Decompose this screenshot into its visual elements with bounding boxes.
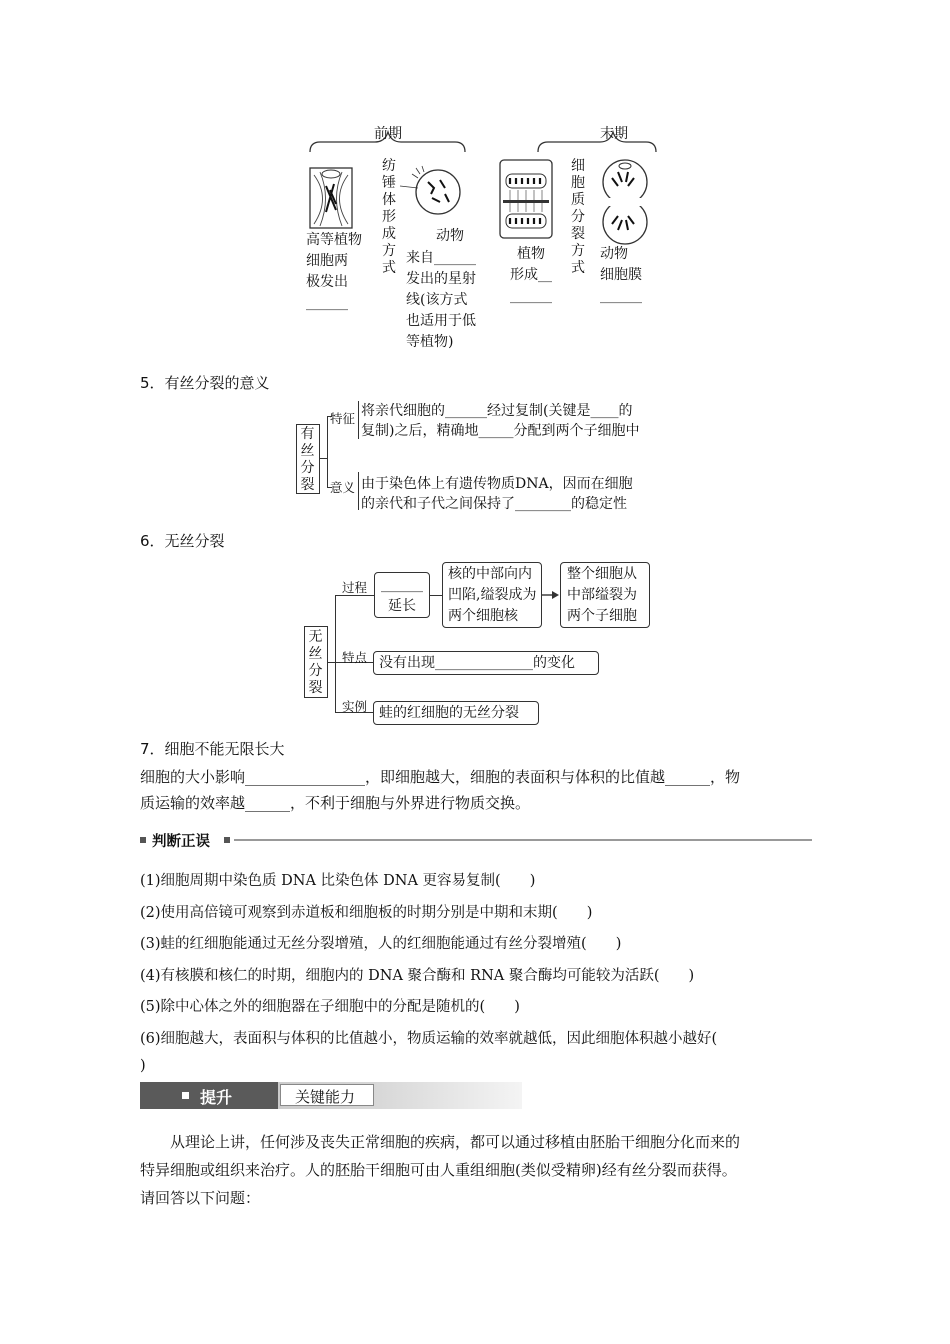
process-step3: 整个细胞从 中部缢裂为 两个子细胞 <box>560 562 650 628</box>
animal-prophase-text: 来自______ 发出的星射 线(该方式 也适用于低 等植物) <box>406 250 476 350</box>
feature-label: 特征 <box>330 411 356 426</box>
feature-text: 将亲代细胞的______经过复制(关键是____的 复制)之后，精确地_____分配到两个子细胞中 <box>361 403 640 439</box>
animal-cell-telophase <box>603 160 647 204</box>
judge-item: (5)除中心体之外的细胞器在子细胞中的分配是随机的( ) <box>140 999 520 1015</box>
judge-item: (2)使用高倍镜可观察到赤道板和细胞板的时期分别是中期和末期( ) <box>140 904 593 921</box>
section7-title: 7．细胞不能无限长大 <box>140 740 285 758</box>
arrow-icon <box>542 589 562 601</box>
process-step1: ______ 延长 <box>374 572 430 618</box>
judge-item: (6)细胞越大，表面积与体积的比值越小，物质运输的效率就越低，因此细胞体积越小越好( <box>140 1030 718 1047</box>
example-label: 实例 <box>342 699 368 714</box>
process-step2: 核的中部向内 凹陷,缢裂成为 两个细胞核 <box>442 562 542 628</box>
telophase-brace <box>538 132 656 152</box>
animal-cell-prophase <box>416 170 460 214</box>
meaning-label: 意义 <box>330 480 356 495</box>
section5-title: 5．有丝分裂的意义 <box>140 374 270 392</box>
spindle-formation-label: 纺 锤 体 形 成 方 式 <box>382 158 396 276</box>
section6-title: 6．无丝分裂 <box>140 532 225 550</box>
banner-tag: 提升 <box>200 1088 233 1107</box>
judge-header <box>140 831 812 851</box>
cytokinesis-label: 细 胞 质 分 裂 方 式 <box>571 158 585 276</box>
judge-item: ) <box>140 1058 146 1074</box>
prophase-label: 前期 <box>374 126 402 142</box>
section7-body: 细胞的大小影响________________，即细胞越大，细胞的表面积与体积的比值越______，物 质运输的效率越______，不利于细胞与外界进行物质交换。 <box>140 768 741 812</box>
animal-telophase-text: 动物 细胞膜 ______ <box>600 246 642 304</box>
feature-label: 特点 <box>342 650 368 665</box>
meaning-text: 由于染色体上有遗传物质DNA，因而在细胞 的亲代和子代之间保持了________的稳定性 <box>361 476 633 512</box>
feature-box: 没有出现______________的变化 <box>373 651 599 675</box>
example-box: 蛙的红细胞的无丝分裂 <box>373 701 539 725</box>
judge-item: (3)蛙的红细胞能通过无丝分裂增殖，人的红细胞能通过有丝分裂增殖( ) <box>140 936 622 952</box>
judge-list <box>140 866 820 1077</box>
section-banner <box>140 1082 522 1109</box>
judge-item: (4)有核膜和核仁的时期，细胞内的 DNA 聚合酶和 RNA 聚合酶均可能较为活跃( ) <box>140 967 695 984</box>
mitosis-root-box: 有 丝 分 裂 <box>296 424 320 494</box>
telophase-label: 末期 <box>600 126 628 142</box>
banner-subtitle: 关键能力 <box>295 1088 356 1106</box>
amitosis-root-box: 无 丝 分 裂 <box>304 626 328 698</box>
process-label: 过程 <box>342 580 368 595</box>
plant-prophase-text: 高等植物 细胞两 极发出 ______ <box>306 232 362 311</box>
closing-paragraph: 从理论上讲，任何涉及丧失正常细胞的疾病，都可以通过移植由胚胎干细胞分化而来的 特异细胞或组织来治疗。人的胚胎干细胞可由人重组细胞(类似受精卵)经有丝分裂而获得。 请回答以下问题： <box>140 1133 741 1207</box>
judge-item: (1)细胞周期中染色质 DNA 比染色体 DNA 更容易复制( ) <box>140 873 536 889</box>
judge-header-title: 判断正误 <box>152 834 210 850</box>
animal-prophase-title: 动物 <box>436 228 464 244</box>
plant-telophase-text: 植物 形成__ ______ <box>510 246 552 304</box>
